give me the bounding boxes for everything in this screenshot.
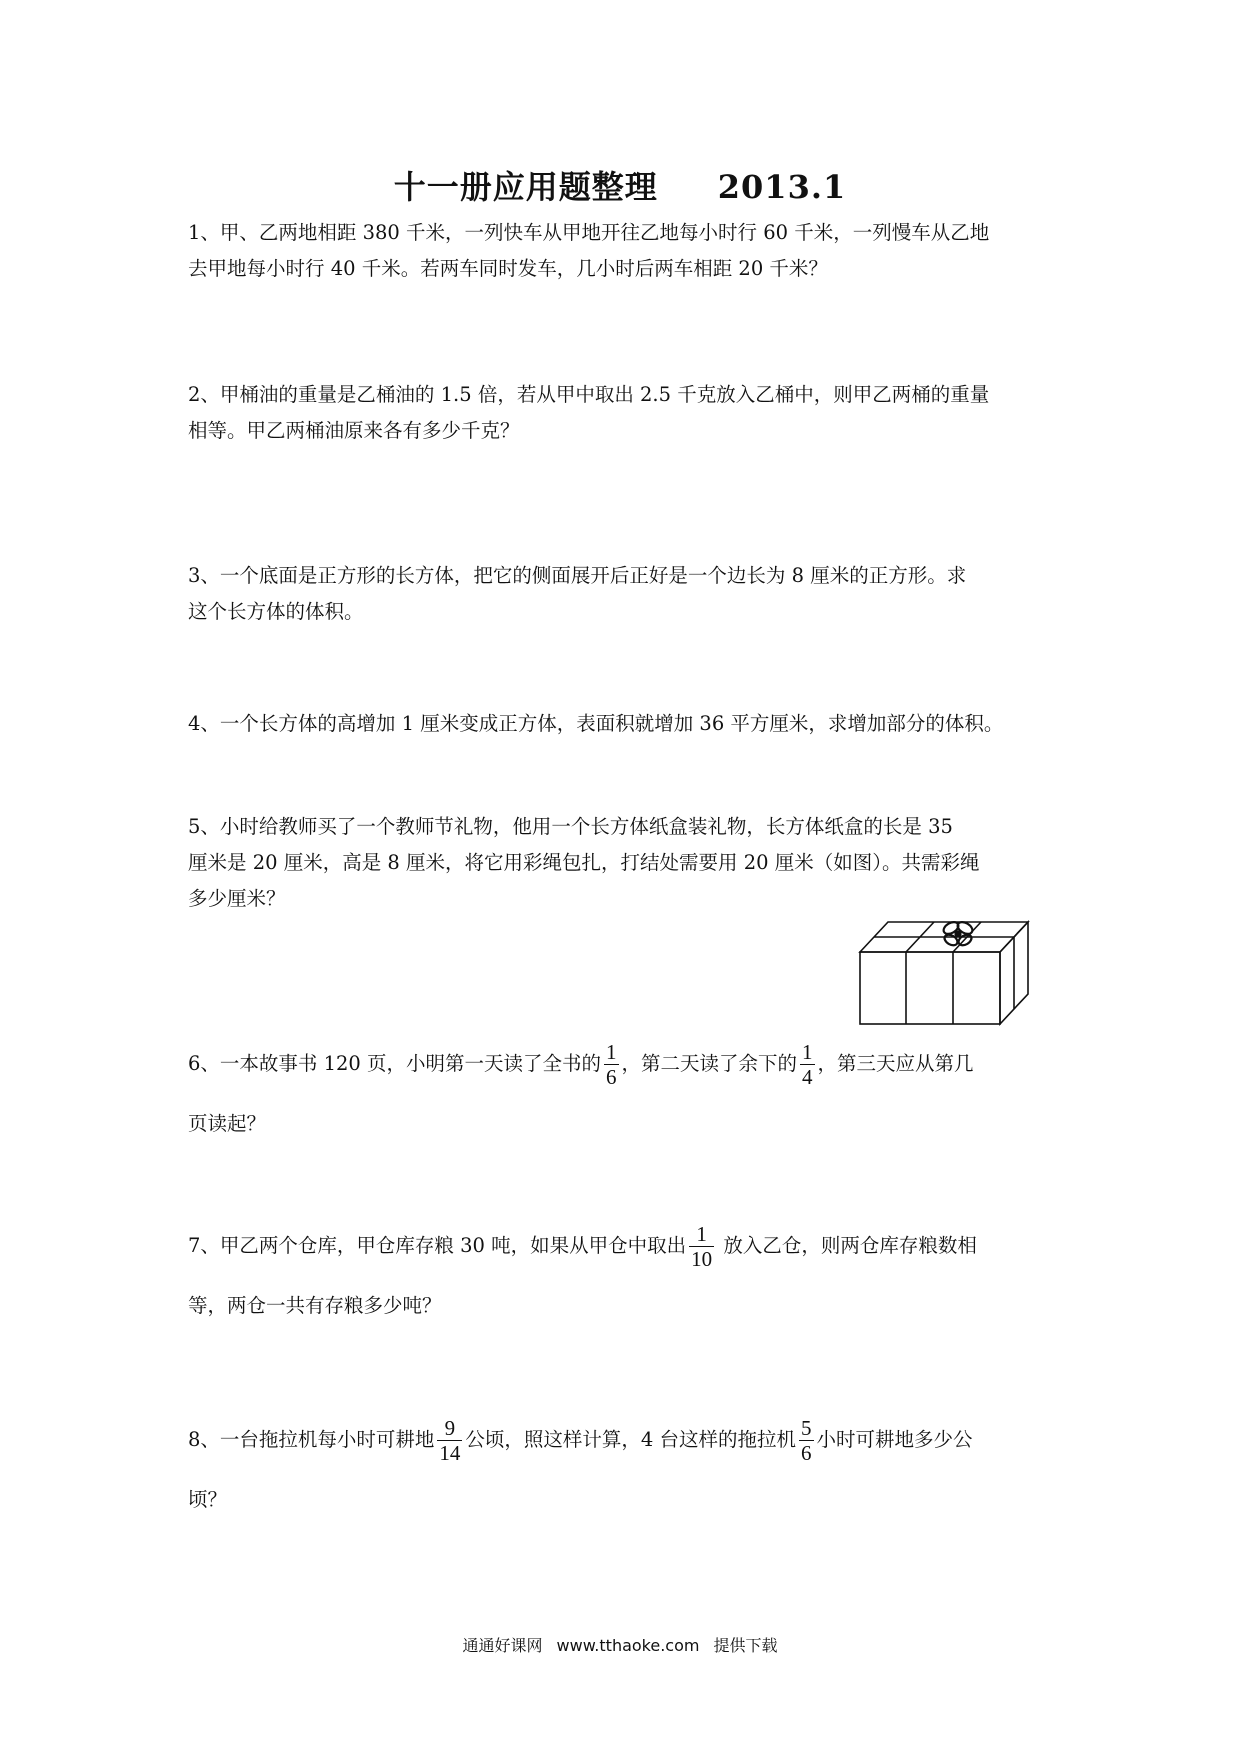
question-4-line-1: 4、一个长方体的高增加 1 厘米变成正方体，表面积就增加 36 平方厘米，求增加部分的体积。 xyxy=(188,712,1004,735)
fraction-denominator: 6 xyxy=(606,1065,617,1089)
question-6-line-2: 页读起？ xyxy=(188,1112,267,1135)
question-3-line-2: 这个长方体的体积。 xyxy=(188,600,364,623)
fraction-numerator: 5 xyxy=(801,1416,812,1440)
title-date: 2013.1 xyxy=(717,168,847,206)
question-6-text-b: ，第二天读了余下的 xyxy=(621,1052,798,1075)
fraction-numerator: 1 xyxy=(802,1040,813,1064)
fraction-numerator: 9 xyxy=(437,1416,462,1441)
question-6-line-1 xyxy=(188,1036,1060,1092)
footer-site-name: 通通好课网 xyxy=(462,1636,543,1655)
question-7-line-2: 等，两仓一共有存粮多少吨？ xyxy=(188,1294,442,1317)
fraction-one-sixth xyxy=(604,1040,619,1089)
question-5-line-2: 厘米是 20 厘米，高是 8 厘米，将它用彩绳包扎，打结处需要用 20 厘米（如图）。共需彩绳 xyxy=(188,851,980,874)
question-7 xyxy=(188,1218,1060,1324)
footer-url[interactable]: www.tthaoke.com xyxy=(556,1636,700,1655)
fraction-numerator: 1 xyxy=(606,1040,617,1064)
question-1 xyxy=(188,215,1060,287)
question-8-text-a: 8、一台拖拉机每小时可耕地 xyxy=(188,1428,435,1451)
question-7-text-a: 7、甲乙两个仓库，甲仓库存粮 30 吨，如果从甲仓中取出 xyxy=(188,1234,687,1257)
question-1-line-2: 去甲地每小时行 40 千米。若两车同时发车，几小时后两车相距 20 千米？ xyxy=(188,257,828,280)
question-8-line-2: 顷？ xyxy=(188,1488,228,1511)
question-8-line-1 xyxy=(188,1412,1060,1468)
box-front-face xyxy=(860,952,1000,1024)
fraction-denominator: 4 xyxy=(802,1065,813,1089)
page-footer xyxy=(0,1633,1240,1656)
footer-suffix: 提供下载 xyxy=(713,1636,778,1655)
fraction-one-quarter xyxy=(800,1040,815,1089)
question-3-line-1: 3、一个底面是正方形的长方体，把它的侧面展开后正好是一个边长为 8 厘米的正方形。求 xyxy=(188,564,967,587)
question-8 xyxy=(188,1412,1060,1518)
fraction-one-tenth xyxy=(689,1222,714,1271)
question-7-line-1 xyxy=(188,1218,1060,1274)
question-2-line-1: 2、甲桶油的重量是乙桶油的 1.5 倍，若从甲中取出 2.5 千克放入乙桶中，则甲乙两桶的重量 xyxy=(188,383,990,406)
question-5-line-1: 5、小时给教师买了一个教师节礼物，他用一个长方体纸盒装礼物，长方体纸盒的长是 35 xyxy=(188,815,953,838)
question-5 xyxy=(188,809,1060,917)
question-5-line-3: 多少厘米？ xyxy=(188,887,286,910)
ribbon-bow-icon xyxy=(942,920,975,948)
question-6-text-c: ，第三天应从第几 xyxy=(817,1052,974,1075)
question-8-text-c: 小时可耕地多少公 xyxy=(816,1428,973,1451)
question-2-line-2: 相等。甲乙两桶油原来各有多少千克？ xyxy=(188,419,520,442)
question-2 xyxy=(188,377,1060,449)
fraction-denominator: 14 xyxy=(439,1441,461,1465)
fraction-denominator: 6 xyxy=(801,1441,812,1465)
question-3 xyxy=(188,558,1060,630)
fraction-five-sixths xyxy=(799,1416,814,1465)
question-4 xyxy=(188,706,1060,742)
title-text: 十一册应用题整理 xyxy=(393,168,658,206)
gift-box-figure xyxy=(858,914,1030,1026)
page-title xyxy=(0,162,1240,208)
question-6 xyxy=(188,1036,1060,1142)
fraction-numerator: 1 xyxy=(689,1222,714,1247)
question-8-text-b: 公顷，照这样计算，4 台这样的拖拉机 xyxy=(465,1428,797,1451)
fraction-nine-fourteenths xyxy=(437,1416,462,1465)
question-6-text-a: 6、一本故事书 120 页，小明第一天读了全书的 xyxy=(188,1052,602,1075)
fraction-denominator: 10 xyxy=(691,1247,713,1271)
question-7-text-b: 放入乙仓，则两仓库存粮数相 xyxy=(717,1234,977,1257)
question-1-line-1: 1、甲、乙两地相距 380 千米，一列快车从甲地开往乙地每小时行 60 千米，一列慢车从乙地 xyxy=(188,221,990,244)
